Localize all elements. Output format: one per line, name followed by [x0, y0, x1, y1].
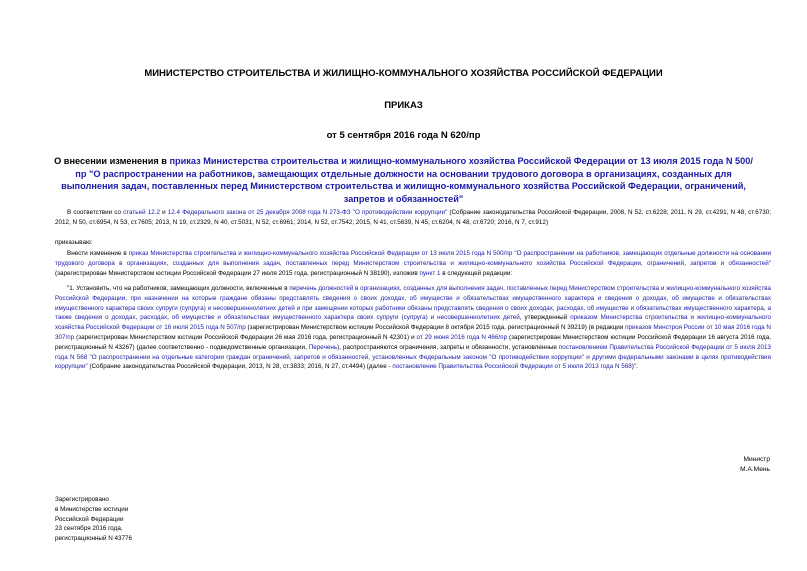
list-link[interactable]: Перечень: [308, 343, 338, 351]
order-subject: [50, 155, 757, 205]
text: , утвержденный: [519, 314, 571, 322]
text: (зарегистрирован Министерством юстиции Российской Федерации 27 июля 2015 года, регистрационный N 38190), изложив: [55, 269, 420, 277]
preamble-paragraph: [55, 208, 771, 228]
subject-prefix: О внесении изменения в: [54, 156, 170, 166]
text: (Собрание законодательства Российской Федерации, 2013, N 28, ст.3833; 2016, N 27, ст.4494) (далее -: [87, 363, 393, 371]
order-307-link[interactable]: приказов Минстроя России от 10 мая 2016 года N 307/пр: [55, 324, 771, 341]
signatory-name: М.А.Мень: [740, 466, 770, 473]
text: и: [160, 209, 168, 216]
text: (Собрание законодательства Российской Федерации, 2008, N 52, ст.6228; 2011, N 29, ст.4291, N 48, ст.6730; 2012, N 50, ст.6954, N 53, ст.7605; 2013, N 19, ст.2329, N 40, ст.5031, N 52, ст.6961; 2014, N 52, ст.7542; 2015, N 41, ст.5639, N 45, ст.6204, N 48, ст.6720; 2016, N 7, ст.912): [55, 209, 771, 226]
order-date-number: от 5 сентября 2016 года N 620/пр: [326, 130, 481, 141]
order-500-link[interactable]: приказ Министерства строительства и жилищно-коммунального хозяйства Российской Федерации от 13 июля 2015 года N 500/пр "О распространении на работников, замещающих отдельные должности на основании трудового договора в организациях, созданных для выполнения задач, поставленных перед Министерством строительства и жилищно-коммунального хозяйства Российской Федерации, ограничений, запретов и обязанностей": [55, 250, 771, 267]
text: (зарегистрирован Министерством юстиции Российской Федерации 26 мая 2016 года, регистрационный N 42301) и: [74, 333, 417, 341]
signature-block: [700, 455, 770, 475]
registration-line: Российской Федерации: [55, 515, 124, 523]
text: )".: [631, 363, 638, 371]
registration-line: 23 сентября 2016 года,: [55, 525, 123, 533]
ministry-title: МИНИСТЕРСТВО СТРОИТЕЛЬСТВА И ЖИЛИЩНО-КОММУНАЛЬНОГО ХОЗЯЙСТВА РОССИЙСКОЙ ФЕДЕРАЦИИ: [144, 68, 663, 79]
order-507-link[interactable]: приказом Министерства строительства и жилищно-коммунального хозяйства Российской Федерации от 16 июля 2015 года N 507/пр: [55, 314, 771, 332]
registration-note: [55, 495, 132, 544]
registration-line: Зарегистрировано: [55, 496, 109, 503]
text: (зарегистрирован Министерством юстиции Российской Федерации 8 октября 2015 года, регистрационный N 39219) (в редакции: [245, 324, 626, 332]
resolution-568-link[interactable]: постановлением Правительства Российской Федерации от 5 июля 2013 года N 568 "О распространении на отдельные категории граждан ограничений, запретов и обязанностей, установленных Федеральным законом "О противодействии коррупции" и другими федеральными законами в целях противодействия коррупции": [55, 343, 771, 371]
article-12-2-link[interactable]: статьей 12.2: [123, 209, 160, 216]
signatory-position: Министр: [743, 456, 770, 463]
amendment-paragraph: [55, 249, 771, 278]
federal-law-link[interactable]: 12.4 Федерального закона от 25 декабря 2008 года N 273-ФЗ "О противодействии коррупции": [167, 209, 448, 216]
order-466-link[interactable]: от 29 июня 2016 года N 466/пр: [416, 333, 508, 341]
text: В соответствии со: [67, 209, 124, 216]
document-type: ПРИКАЗ: [384, 100, 423, 111]
text: ), распространяются ограничения, запреты и обязанности, установленные: [337, 343, 559, 351]
resolution-568-short-link[interactable]: постановление Правительства Российской Федерации от 5 июля 2013 года N 568: [392, 363, 632, 371]
new-item-1-paragraph: [55, 284, 771, 372]
positions-list-link[interactable]: перечень должностей в организациях, созданных для выполнения задач, поставленных перед Министерством строительства и жилищно-коммунального хозяйства Российской Федерации, при назначении на которые граждане обязаны представлять сведения о своих доходах, об имуществе и обязательствах имущественного характера и сведения о доходах, об имуществе и обязательствах имущественного характера своих супруги (супруга) и несовершеннолетних детей и при замещении которых работники обязаны представлять сведения о своих доходах, расходах, об имуществе и обязательствах имущественного характера, а также сведения о доходах, расходах, об имуществе и обязательствах имущественного характера своих супруги (супруга) и несовершеннолетних детей: [55, 285, 771, 322]
registration-line: регистрационный N 43776: [55, 535, 133, 543]
text: "1. Установить, что на работников, замещающих должности, включенные в: [67, 285, 290, 292]
text: в следующей редакции:: [440, 269, 513, 277]
registration-line: в Министерстве юстиции: [55, 505, 129, 513]
item-1-link[interactable]: пункт 1: [419, 269, 441, 277]
text: (зарегистрирован Министерством юстиции Российской Федерации 16 августа 2016 года, регистрационный N 43267) (далее соответственно - подведомственные организации,: [55, 333, 771, 351]
text: Внести изменение в: [67, 250, 129, 257]
subject-link[interactable]: приказ Министерства строительства и жилищно-коммунального хозяйства Российской Федерации от 13 июля 2015 года N 500/пр "О распространении на работников, замещающих отдельные должности на основании трудового договора в организациях, созданных для выполнения задач, поставленных перед Министерством строительства и жилищно-коммунального хозяйства Российской Федерации, ограничений, запретов и обязанностей": [61, 156, 753, 204]
order-verb: приказываю:: [55, 239, 93, 246]
